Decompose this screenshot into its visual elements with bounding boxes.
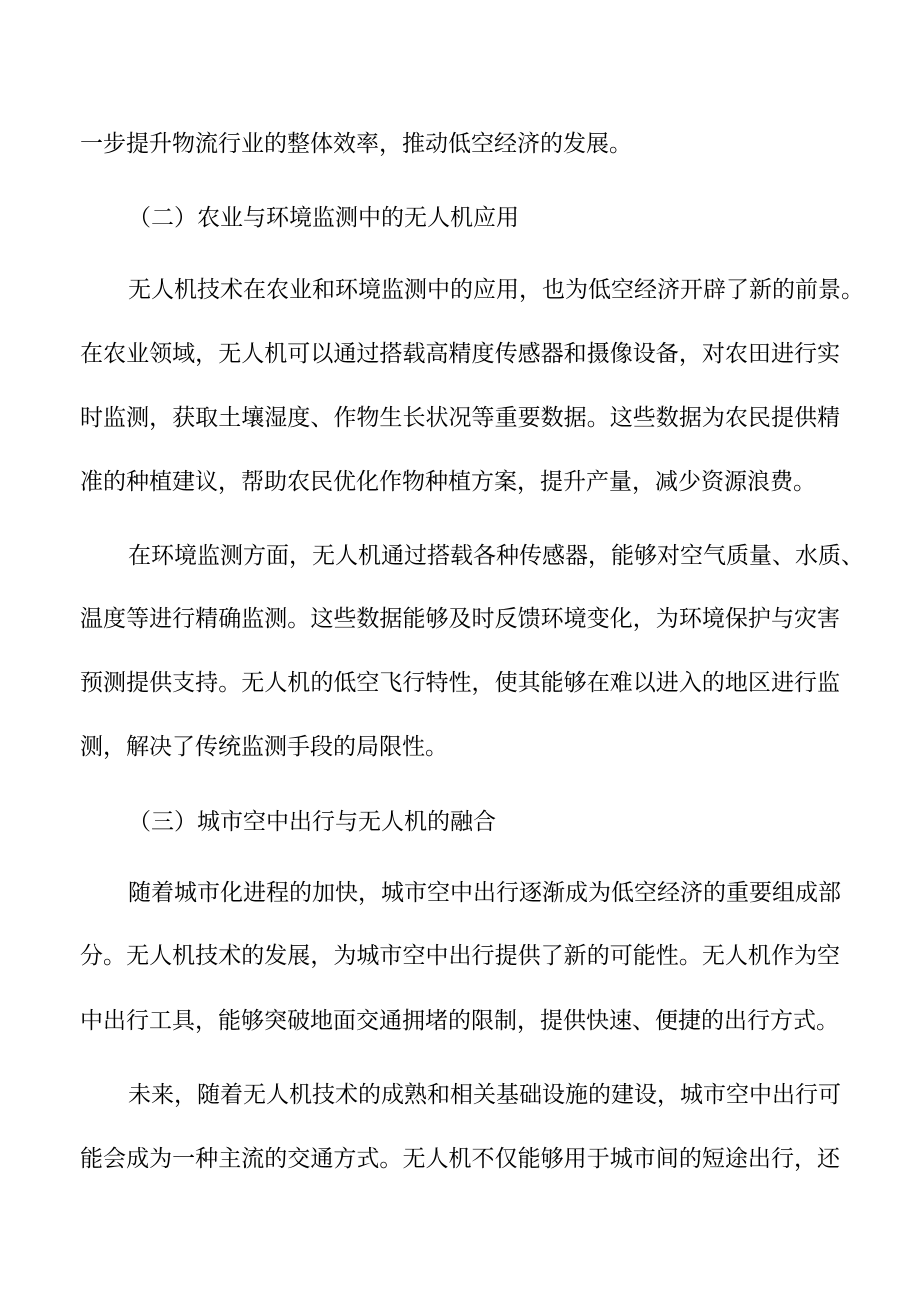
paragraph-line: 在环境监测方面，无人机通过搭载各种传感器，能够对空气质量、水质、 xyxy=(128,543,864,569)
paragraph-line: 未来，随着无人机技术的成熟和相关基础设施的建设，城市空中出行可 xyxy=(128,1082,841,1108)
paragraph-line: 能会成为一种主流的交通方式。无人机不仅能够用于城市间的短途出行，还 xyxy=(80,1146,840,1172)
paragraph-line: 中出行工具，能够突破地面交通拥堵的限制，提供快速、便捷的出行方式。 xyxy=(80,1008,839,1034)
paragraph-line: 随着城市化进程的加快，城市空中出行逐渐成为低空经济的重要组成部 xyxy=(128,880,841,906)
paragraph-line: 温度等进行精确监测。这些数据能够及时反馈环境变化，为环境保护与灾害 xyxy=(80,606,840,632)
paragraph-line: 在农业领域，无人机可以通过搭载高精度传感器和摄像设备，对农田进行实 xyxy=(80,341,840,367)
paragraph-line: 测，解决了传统监测手段的局限性。 xyxy=(80,734,448,760)
section-heading-agriculture: （二）农业与环境监测中的无人机应用 xyxy=(128,205,519,231)
paragraph-line: 预测提供支持。无人机的低空飞行特性，使其能够在难以进入的地区进行监 xyxy=(80,670,840,696)
paragraph-line: 无人机技术在农业和环境监测中的应用，也为低空经济开辟了新的前景。 xyxy=(128,277,864,303)
paragraph-line: 时监测，获取土壤湿度、作物生长状况等重要数据。这些数据为农民提供精 xyxy=(80,405,840,431)
paragraph-line: 分。无人机技术的发展，为城市空中出行提供了新的可能性。无人机作为空 xyxy=(80,943,840,969)
paragraph-line: 准的种植建议，帮助农民优化作物种植方案，提升产量，减少资源浪费。 xyxy=(80,469,816,495)
section-heading-urban-air: （三）城市空中出行与无人机的融合 xyxy=(128,809,496,835)
paragraph-line: 一步提升物流行业的整体效率，推动低空经济的发展。 xyxy=(80,131,632,157)
